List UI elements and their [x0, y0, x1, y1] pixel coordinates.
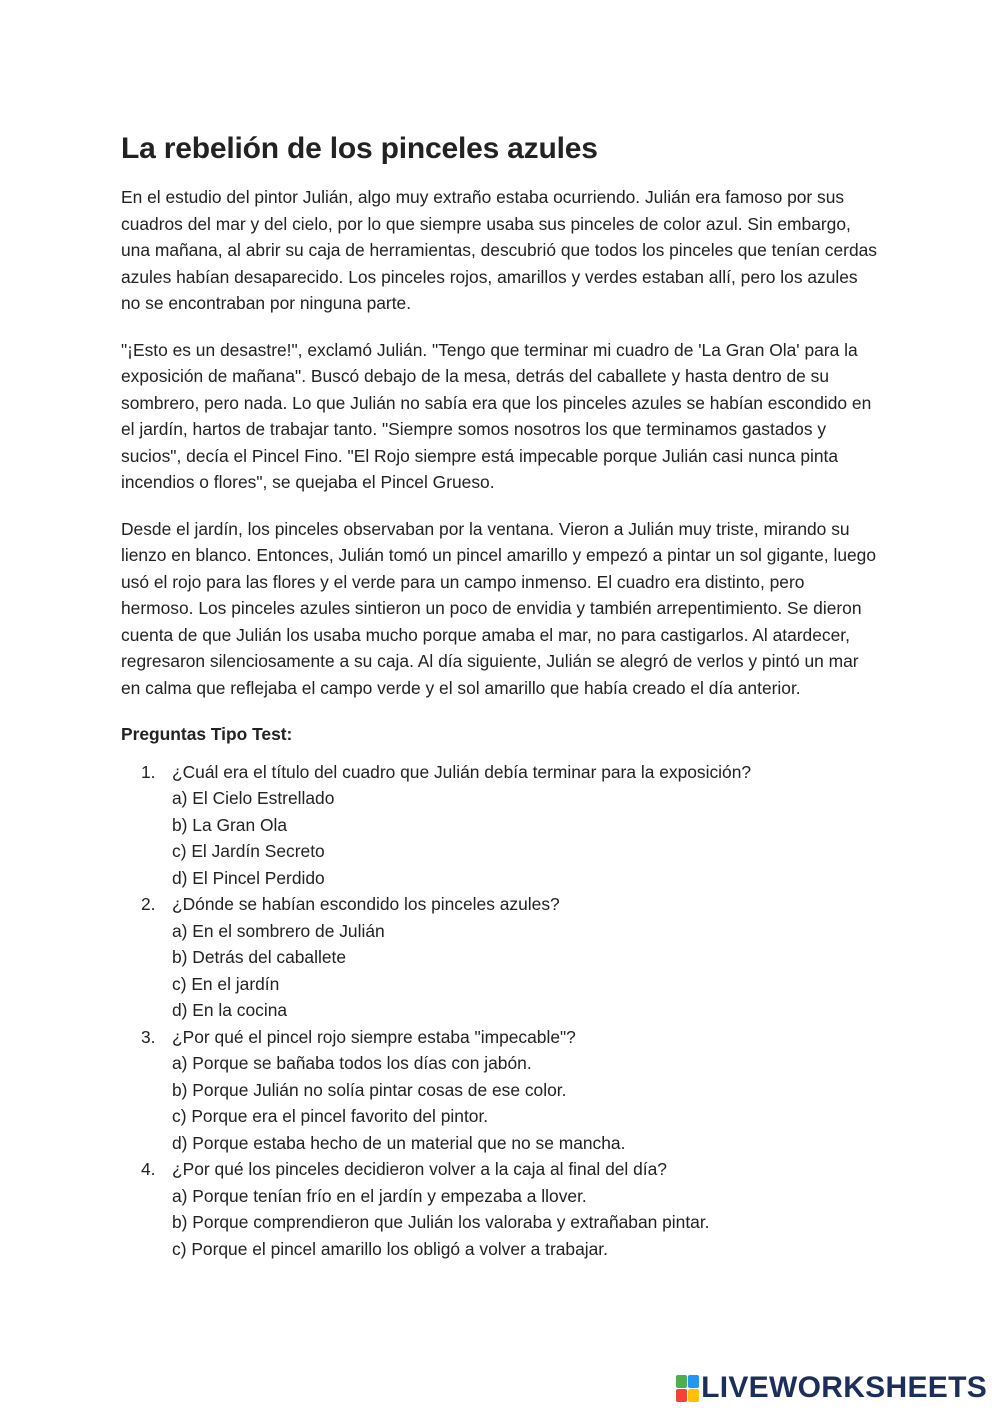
answer-option: b) Porque Julián no solía pintar cosas de ese color.: [172, 1079, 567, 1100]
brand-name: LIVEWORKSHEETS: [701, 1371, 987, 1404]
question-number: 4.: [141, 1159, 156, 1179]
answer-option: c) Porque el pincel amarillo los obligó a volver a trabajar.: [172, 1238, 608, 1259]
question-1: [121, 759, 881, 892]
answer-option: c) En el jardín: [172, 973, 280, 994]
story-paragraph-1: En el estudio del pintor Julián, algo muy extraño estaba ocurriendo. Julián era famoso por sus cuadros del mar y del cielo, por lo que siempre usaba sus pinceles de color azul. Sin embargo, una mañana, al abrir su caja de herramientas, descubrió que todos los pinceles que tenían cerdas azules habían desaparecido. Los pinceles rojos, amarillos y verdes estaban allí, pero los azules no se encontraban por ninguna parte.: [121, 187, 877, 313]
question-number: 1.: [141, 761, 156, 782]
question-4: [121, 1156, 881, 1262]
liveworksheets-logo-icon: [676, 1375, 698, 1401]
story-paragraph-2: "¡Esto es un desastre!", exclamó Julián. "Tengo que terminar mi cuadro de 'La Gran Ola' para la exposición de mañana". Buscó debajo de la mesa, detrás del caballete y hasta dentro de su sombrero, pero nada. Lo que Julián no sabía era que los pinceles azules se habían escondido en el jardín, hartos de trabajar tanto. "Siempre somos nosotros los que terminamos gastados y sucios", decía el Pincel Fino. "El Rojo siempre está impecable porque Julián casi nunca pinta incendios o flores", se quejaba el Pincel Grueso.: [121, 339, 872, 492]
answer-option: a) Porque tenían frío en el jardín y empezaba a llover.: [172, 1185, 587, 1206]
answer-option: b) La Gran Ola: [172, 814, 288, 835]
answer-option: a) En el sombrero de Julián: [172, 920, 385, 941]
logo-square-red: [676, 1389, 687, 1402]
questions-list: [121, 759, 881, 1263]
question-text: ¿Dónde se habían escondido los pinceles azules?: [172, 894, 560, 914]
question-text: ¿Por qué los pinceles decidieron volver a la caja al final del día?: [172, 1159, 667, 1179]
answer-option: d) Porque estaba hecho de un material que no se mancha.: [172, 1132, 626, 1153]
question-2: [121, 891, 881, 1024]
question-number: 3.: [141, 1026, 156, 1047]
answer-option: c) El Jardín Secreto: [172, 841, 325, 861]
answer-option: c) Porque era el pincel favorito del pintor.: [172, 1106, 489, 1126]
answer-option: d) El Pincel Perdido: [172, 867, 325, 888]
questions-heading: Preguntas Tipo Test:: [121, 724, 293, 744]
answer-option: d) En la cocina: [172, 1000, 288, 1020]
answer-option: a) El Cielo Estrellado: [172, 788, 335, 808]
logo-square-green: [676, 1375, 687, 1388]
liveworksheets-brand[interactable]: [676, 1371, 987, 1405]
worksheet-page: [121, 128, 881, 1262]
answer-option: a) Porque se bañaba todos los días con jabón.: [172, 1053, 532, 1073]
logo-square-yellow: [688, 1389, 699, 1402]
logo-square-blue: [688, 1375, 699, 1388]
question-3: [121, 1024, 881, 1157]
page-title: La rebelión de los pinceles azules: [121, 132, 598, 165]
question-text: ¿Cuál era el título del cuadro que Julián debía terminar para la exposición?: [172, 761, 752, 782]
question-text: ¿Por qué el pincel rojo siempre estaba "impecable"?: [172, 1026, 576, 1047]
answer-option: b) Detrás del caballete: [172, 947, 346, 967]
answer-option: b) Porque comprendieron que Julián los valoraba y extrañaban pintar.: [172, 1212, 710, 1232]
question-number: 2.: [141, 894, 156, 914]
story-paragraph-3: Desde el jardín, los pinceles observaban por la ventana. Vieron a Julián muy triste, mirando su lienzo en blanco. Entonces, Julián tomó un pincel amarillo y empezó a pintar un sol gigante, luego usó el rojo para las flores y el verde para un campo inmenso. El cuadro era distinto, pero hermoso. Los pinceles azules sintieron un poco de envidia y también arrepentimiento. Se dieron cuenta de que Julián los usaba mucho porque amaba el mar, no para castigarlos. Al atardecer, regresaron silenciosamente a su caja. Al día siguiente, Julián se alegró de verlos y pintó un mar en calma que reflejaba el campo verde y el sol amarillo que había creado el día anterior.: [121, 518, 877, 698]
